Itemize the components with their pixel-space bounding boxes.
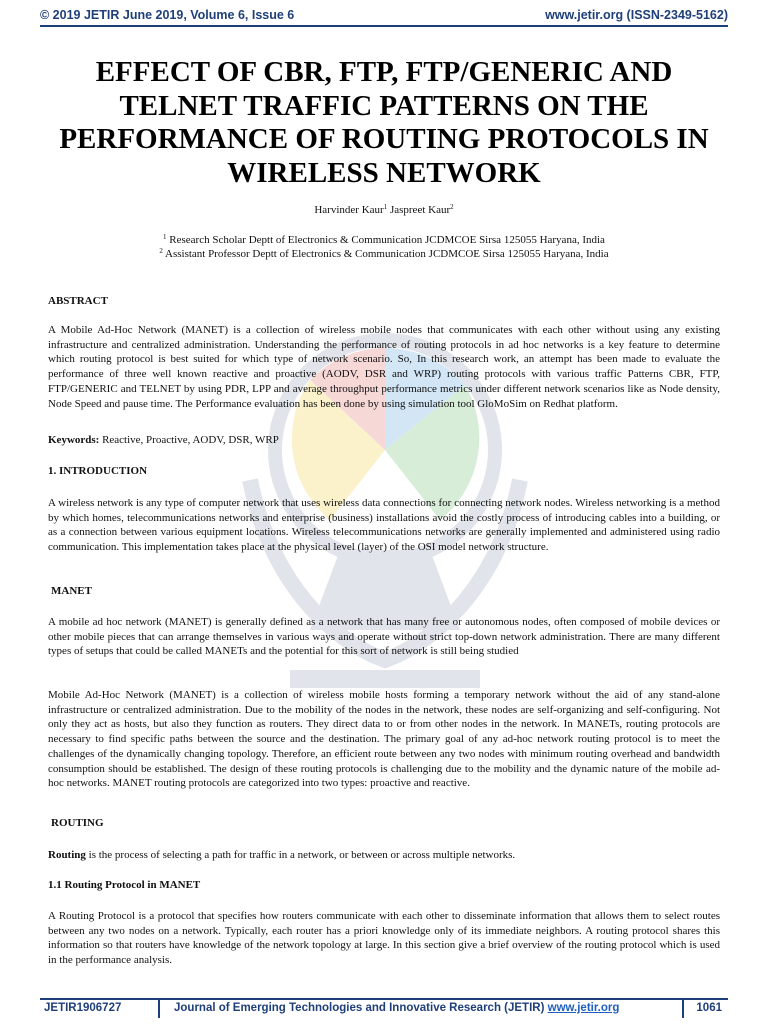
author-name: Jaspreet Kaur [389,204,451,216]
running-header [40,8,728,26]
header-citation: © 2019 JETIR June 2019, Volume 6, Issue 6 [40,8,295,22]
paper-id: JETIR1906727 [44,1002,122,1014]
page-number: 1061 [696,1002,722,1014]
header-divider [40,25,728,27]
routing-term: Routing [48,849,86,861]
manet-heading: MANET [51,585,92,597]
affiliation-text: Assistant Professor Deptt of Electronics & Communication JCDMCOE Sirsa 125055 Haryana, India [165,248,609,260]
journal-name [174,1002,619,1014]
keywords-label: Keywords: [48,434,100,446]
journal-url-link[interactable]: www.jetir.org [547,1002,620,1014]
keywords-text: Reactive, Proactive, AODV, DSR, WRP [99,434,279,446]
affiliation-2 [40,248,728,260]
paper-title: EFFECT OF CBR, FTP, FTP/GENERIC AND TELNET TRAFFIC PATTERNS ON THE PERFORMANCE OF ROUTING PROTOCOLS IN WIRELESS NETWORK [59,56,709,189]
intro-text: A wireless network is any type of computer network that uses wireless data connections for connecting network nodes. Wireless networking is a method by which homes, telecommunications networks and enterprise (business) installations avoid the costly process of introducing cables into a building, or as a connection between various equipment locations. Wireless telecommunications networks are generally implemented and administered using radio communication. This implementation takes place at the physical level (layer) of the OSI model network structure. [48,497,720,554]
routing-protocol-heading: 1.1 Routing Protocol in MANET [48,879,201,891]
author-superscript: 1 [383,203,388,211]
author-name: Harvinder Kaur [314,204,384,216]
journal-title: Journal of Emerging Technologies and Innovative Research (JETIR) [174,1002,548,1014]
footer-separator [158,998,160,1018]
author-superscript: 2 [450,203,454,211]
routing-heading: ROUTING [51,817,104,829]
footer-separator [682,998,684,1018]
affiliation-superscript: 1 [163,233,167,241]
routing-protocol-text: A Routing Protocol is a protocol that specifies how routers communicate with each other to disseminate information that allows them to select routes between any two nodes on a network. Typically, each router has a priori knowledge only of its immediate neighbors. A routing protocol shares this information so that routers have knowledge of the network topology at large. In this section give a brief overview of the routing protocol which is used in the performance analysis. [48,910,720,967]
abstract-heading: ABSTRACT [48,295,108,307]
affiliation-1 [40,234,728,246]
routing-text: is the process of selecting a path for traffic in a network, or between or across multiple networks. [85,849,516,861]
abstract-text: A Mobile Ad-Hoc Network (MANET) is a collection of wireless mobile nodes that communicates with each other without using any existing infrastructure and centralized administration. Understanding the performance of routing protocols in ad hoc networks is a key feature to determine which routing protocol is best suited for which type of network scenario. So, In this research work, an attempt has been made to evaluate the performance of three well known reactive and proactive (AODV, DSR and WRP) routing protocols with various traffic Patterns CBR, FTP, FTP/GENERIC and TELNET by using PDR, LPP and average throughput performance metrics under different network scenarios like as Node density, Node Speed and pause time. The Performance evaluation has been done by using simulation tool GloMoSim on Redhat platform. [48,324,720,410]
affiliation-superscript: 2 [159,247,163,255]
keywords-line [48,433,720,448]
affiliation-text: Research Scholar Deptt of Electronics & Communication JCDMCOE Sirsa 125055 Haryana, India [169,234,605,246]
footer-divider [40,998,728,1000]
routing-definition [48,848,720,863]
intro-heading: 1. INTRODUCTION [48,465,148,477]
author-line [40,204,728,216]
manet-paragraph-1: A mobile ad hoc network (MANET) is generally defined as a network that has many free or autonomous nodes, often composed of mobile devices or other mobile pieces that can arrange themselves in various ways and operate without strict top-down network administration. There are many different types of setups that could be called MANETs and the potential for this sort of network is still being studied [48,616,720,658]
page-footer [40,1002,728,1018]
manet-paragraph-2: Mobile Ad-Hoc Network (MANET) is a collection of wireless mobile hosts forming a temporary network without the aid of any stand-alone infrastructure or centralized administration. Due to the mobility of the nodes in the network, these nodes are self-organizing and self-configuring. Not only they act as hosts, but also they function as routers. They direct data to or from other nodes in the network. In MANETs, routing protocols are necessary to find specific paths between the source and the destination. The primary goal of any ad-hoc network routing protocol is to meet the challenges of the dynamically changing topology. Therefore, an efficient route between any two nodes with minimum routing overhead and bandwidth consumption should be established. The design of these routing protocols is challenging due to the mobility and the dynamic nature of the mobile ad-hoc networks. MANET routing protocols are categorized into two types: proactive and reactive. [48,689,720,790]
header-journal-link[interactable]: www.jetir.org (ISSN-2349-5162) [545,8,728,22]
